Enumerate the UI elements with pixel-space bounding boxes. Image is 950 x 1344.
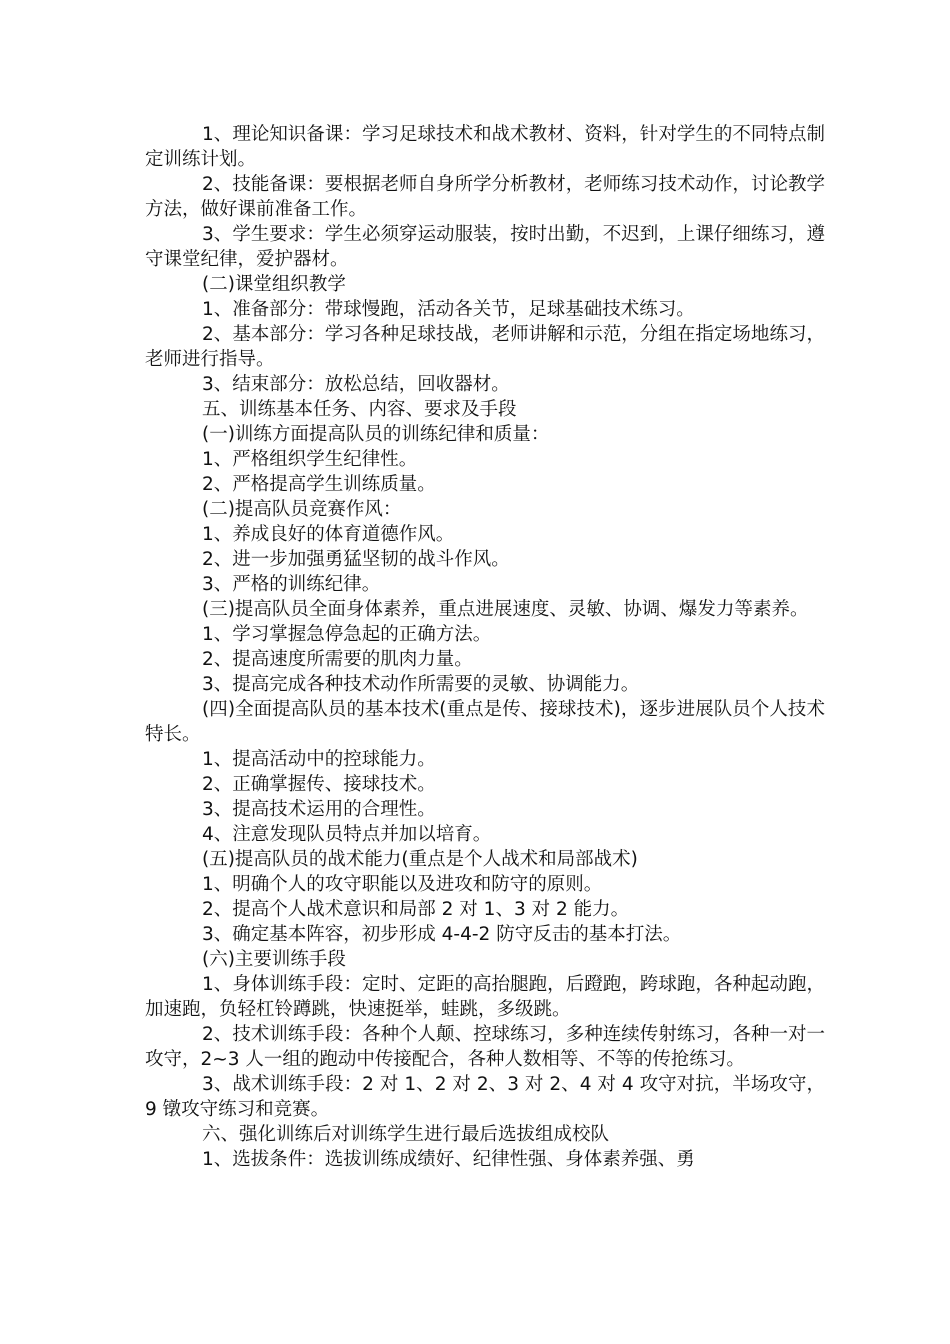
- section-heading: (四)全面提高队员的基本技术(重点是传、接球技术)，逐步进展队员个人技术特长。: [145, 699, 825, 745]
- list-item: 2、进一步加强勇猛坚韧的战斗作风。: [202, 549, 510, 570]
- list-item: 2、提高速度所需要的肌肉力量。: [202, 649, 473, 670]
- list-item: 1、学习掌握急停急起的正确方法。: [202, 624, 492, 645]
- list-item: 3、提高技术运用的合理性。: [202, 799, 436, 820]
- list-item: 3、严格的训练纪律。: [202, 574, 381, 595]
- list-item: 2、正确掌握传、接球技术。: [202, 774, 436, 795]
- section-heading: (二)提高队员竞赛作风：: [202, 499, 402, 520]
- paragraph: 1、准备部分：带球慢跑，活动各关节，足球基础技术练习。: [202, 299, 695, 320]
- list-item: 1、提高活动中的控球能力。: [202, 749, 436, 770]
- list-item: 1、养成良好的体育道德作风。: [202, 524, 455, 545]
- section-heading: 五、训练基本任务、内容、要求及手段: [202, 399, 517, 420]
- list-item: 1、严格组织学生纪律性。: [202, 449, 418, 470]
- list-item: 4、注意发现队员特点并加以培育。: [202, 824, 492, 845]
- section-heading: (五)提高队员的战术能力(重点是个人战术和局部战术): [202, 849, 638, 870]
- list-item: 1、身体训练手段：定时、定距的高抬腿跑，后蹬跑，跨球跑，各种起动跑，加速跑，负轻杠铃蹲跳，快速挺举，蛙跳，多级跳。: [145, 974, 825, 1020]
- list-item: 2、提高个人战术意识和局部 2 对 1、3 对 2 能力。: [202, 899, 630, 920]
- section-heading: 六、强化训练后对训练学生进行最后选拔组成校队: [202, 1124, 610, 1145]
- list-item: 3、战术训练手段：2 对 1、2 对 2、3 对 2、4 对 4 攻守对抗，半场攻守，9 镦攻守练习和竞赛。: [145, 1074, 825, 1120]
- section-heading: (二)课堂组织教学: [202, 274, 346, 295]
- section-heading: (三)提高队员全面身体素养，重点进展速度、灵敏、协调、爆发力等素养。: [202, 599, 809, 620]
- list-item: 2、严格提高学生训练质量。: [202, 474, 436, 495]
- list-item: 3、确定基本阵容，初步形成 4-4-2 防守反击的基本打法。: [202, 924, 682, 945]
- section-heading: (六)主要训练手段: [202, 949, 346, 970]
- list-item: 2、技术训练手段：各种个人颠、控球练习，多种连续传射练习，各种一对一攻守，2~3 人一组的跑动中传接配合，各种人数相等、不等的传抢练习。: [145, 1024, 825, 1070]
- document-body: [145, 122, 825, 1172]
- list-item: 1、明确个人的攻守职能以及进攻和防守的原则。: [202, 874, 603, 895]
- list-item: 1、选拔条件：选拔训练成绩好、纪律性强、身体素养强、勇: [202, 1149, 695, 1170]
- section-heading: (一)训练方面提高队员的训练纪律和质量：: [202, 424, 550, 445]
- paragraph: 3、学生要求：学生必须穿运动服装，按时出勤，不迟到，上课仔细练习，遵守课堂纪律，爱护器材。: [145, 224, 825, 270]
- paragraph: 2、技能备课：要根据老师自身所学分析教材，老师练习技术动作，讨论教学方法，做好课前准备工作。: [145, 174, 825, 220]
- paragraph: 1、理论知识备课：学习足球技术和战术教材、资料，针对学生的不同特点制定训练计划。: [145, 124, 825, 170]
- paragraph: 2、基本部分：学习各种足球技战，老师讲解和示范，分组在指定场地练习，老师进行指导。: [145, 324, 825, 370]
- list-item: 3、提高完成各种技术动作所需要的灵敏、协调能力。: [202, 674, 640, 695]
- paragraph: 3、结束部分：放松总结，回收器材。: [202, 374, 510, 395]
